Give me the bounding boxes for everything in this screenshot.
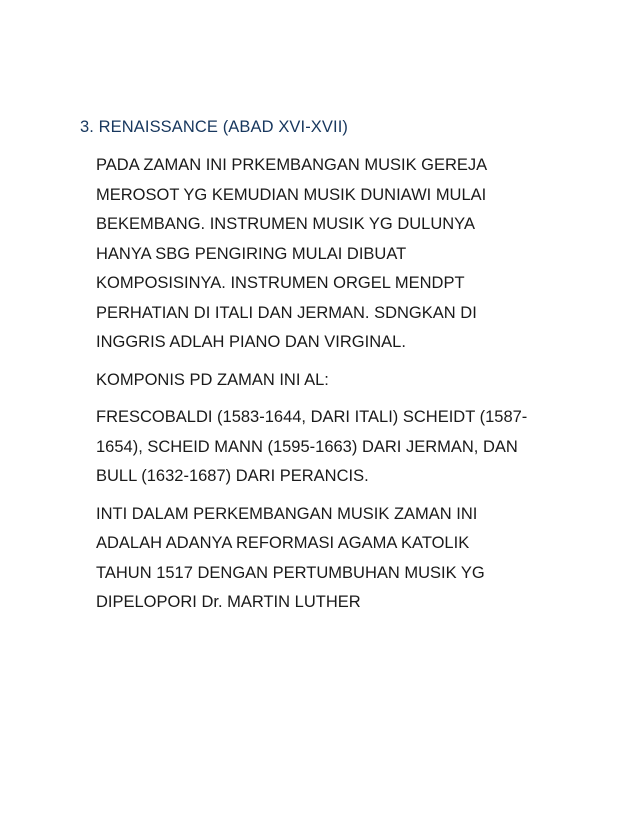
- document-body: [96, 151, 586, 626]
- text-line: INGGRIS ADLAH PIANO DAN VIRGINAL.: [96, 333, 406, 351]
- text-line: 1654), SCHEID MANN (1595-1663) DARI JERMAN, DAN: [96, 437, 518, 456]
- text-line: KOMPOSISINYA. INSTRUMEN ORGEL MENDPT: [96, 274, 465, 292]
- text-line: PADA ZAMAN INI PRKEMBANGAN MUSIK GEREJA: [96, 156, 488, 174]
- text-line: HANYA SBG PENGIRING MULAI DIBUAT: [96, 244, 407, 263]
- text-line: ADALAH ADANYA REFORMASI AGAMA KATOLIK: [96, 534, 470, 552]
- paragraph-composers-label: [96, 366, 586, 396]
- text-line: BULL (1632-1687) DARI PERANCIS.: [96, 467, 369, 485]
- text-line: PERHATIAN DI ITALI DAN JERMAN. SDNGKAN DI: [96, 303, 477, 322]
- text-line: KOMPONIS PD ZAMAN INI AL:: [96, 370, 329, 389]
- text-line: TAHUN 1517 DENGAN PERTUMBUHAN MUSIK YG: [96, 563, 485, 582]
- paragraph-reformation: [96, 500, 586, 618]
- section-heading: 3. RENAISSANCE (ABAD XVI-XVII): [80, 118, 348, 136]
- paragraph-history: [96, 151, 586, 358]
- paragraph-composers-list: [96, 403, 586, 492]
- text-line: INTI DALAM PERKEMBANGAN MUSIK ZAMAN INI: [96, 504, 478, 523]
- text-line: FRESCOBALDI (1583-1644, DARI ITALI) SCHEIDT (1587-: [96, 408, 528, 426]
- text-line: MEROSOT YG KEMUDIAN MUSIK DUNIAWI MULAI: [96, 185, 487, 204]
- text-line: BEKEMBANG. INSTRUMEN MUSIK YG DULUNYA: [96, 215, 475, 233]
- text-line: DIPELOPORI Dr. MARTIN LUTHER: [96, 593, 361, 611]
